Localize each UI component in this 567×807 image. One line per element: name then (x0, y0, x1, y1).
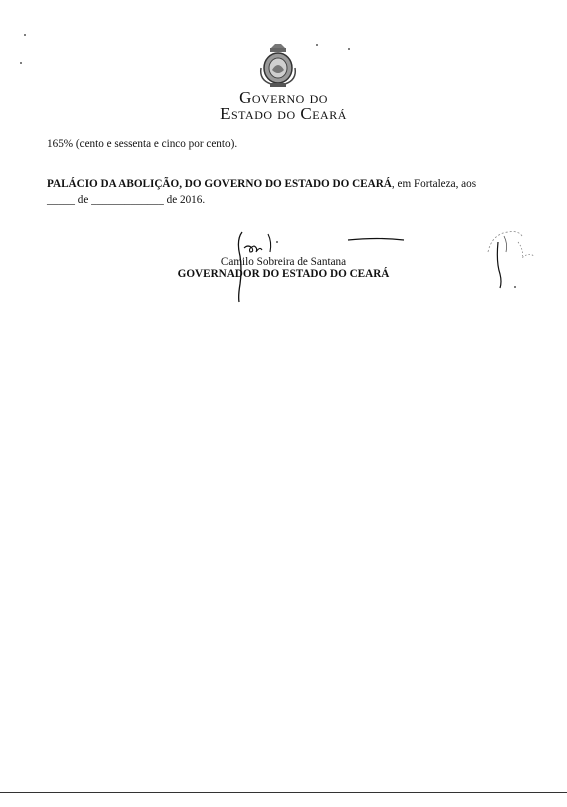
date-line: _____ de _____________ de 2016. (47, 194, 206, 206)
signatory-title: GOVERNADOR DO ESTADO DO CEARÁ (177, 268, 390, 280)
scan-speck (316, 44, 318, 46)
scan-speck (514, 286, 516, 288)
closing-rest-text: , em Fortaleza, aos (391, 178, 477, 190)
scan-speck (348, 48, 350, 50)
closing-bold-text: PALÁCIO DA ABOLIÇÃO, DO GOVERNO DO ESTADO DO CEARÁ (47, 178, 392, 190)
scan-speck (24, 34, 26, 36)
page-bottom-rule (0, 792, 567, 793)
closing-paragraph (47, 176, 517, 208)
signatory-name: Camilo Sobreira de Santana (220, 256, 347, 268)
state-coat-of-arms-icon (257, 42, 299, 90)
header-line-2: Estado do Ceará (220, 104, 347, 123)
header-line-1: Governo do (239, 88, 328, 107)
percent-text: 165% (cento e sessenta e cinco por cento). (47, 138, 238, 150)
scan-speck (20, 62, 22, 64)
